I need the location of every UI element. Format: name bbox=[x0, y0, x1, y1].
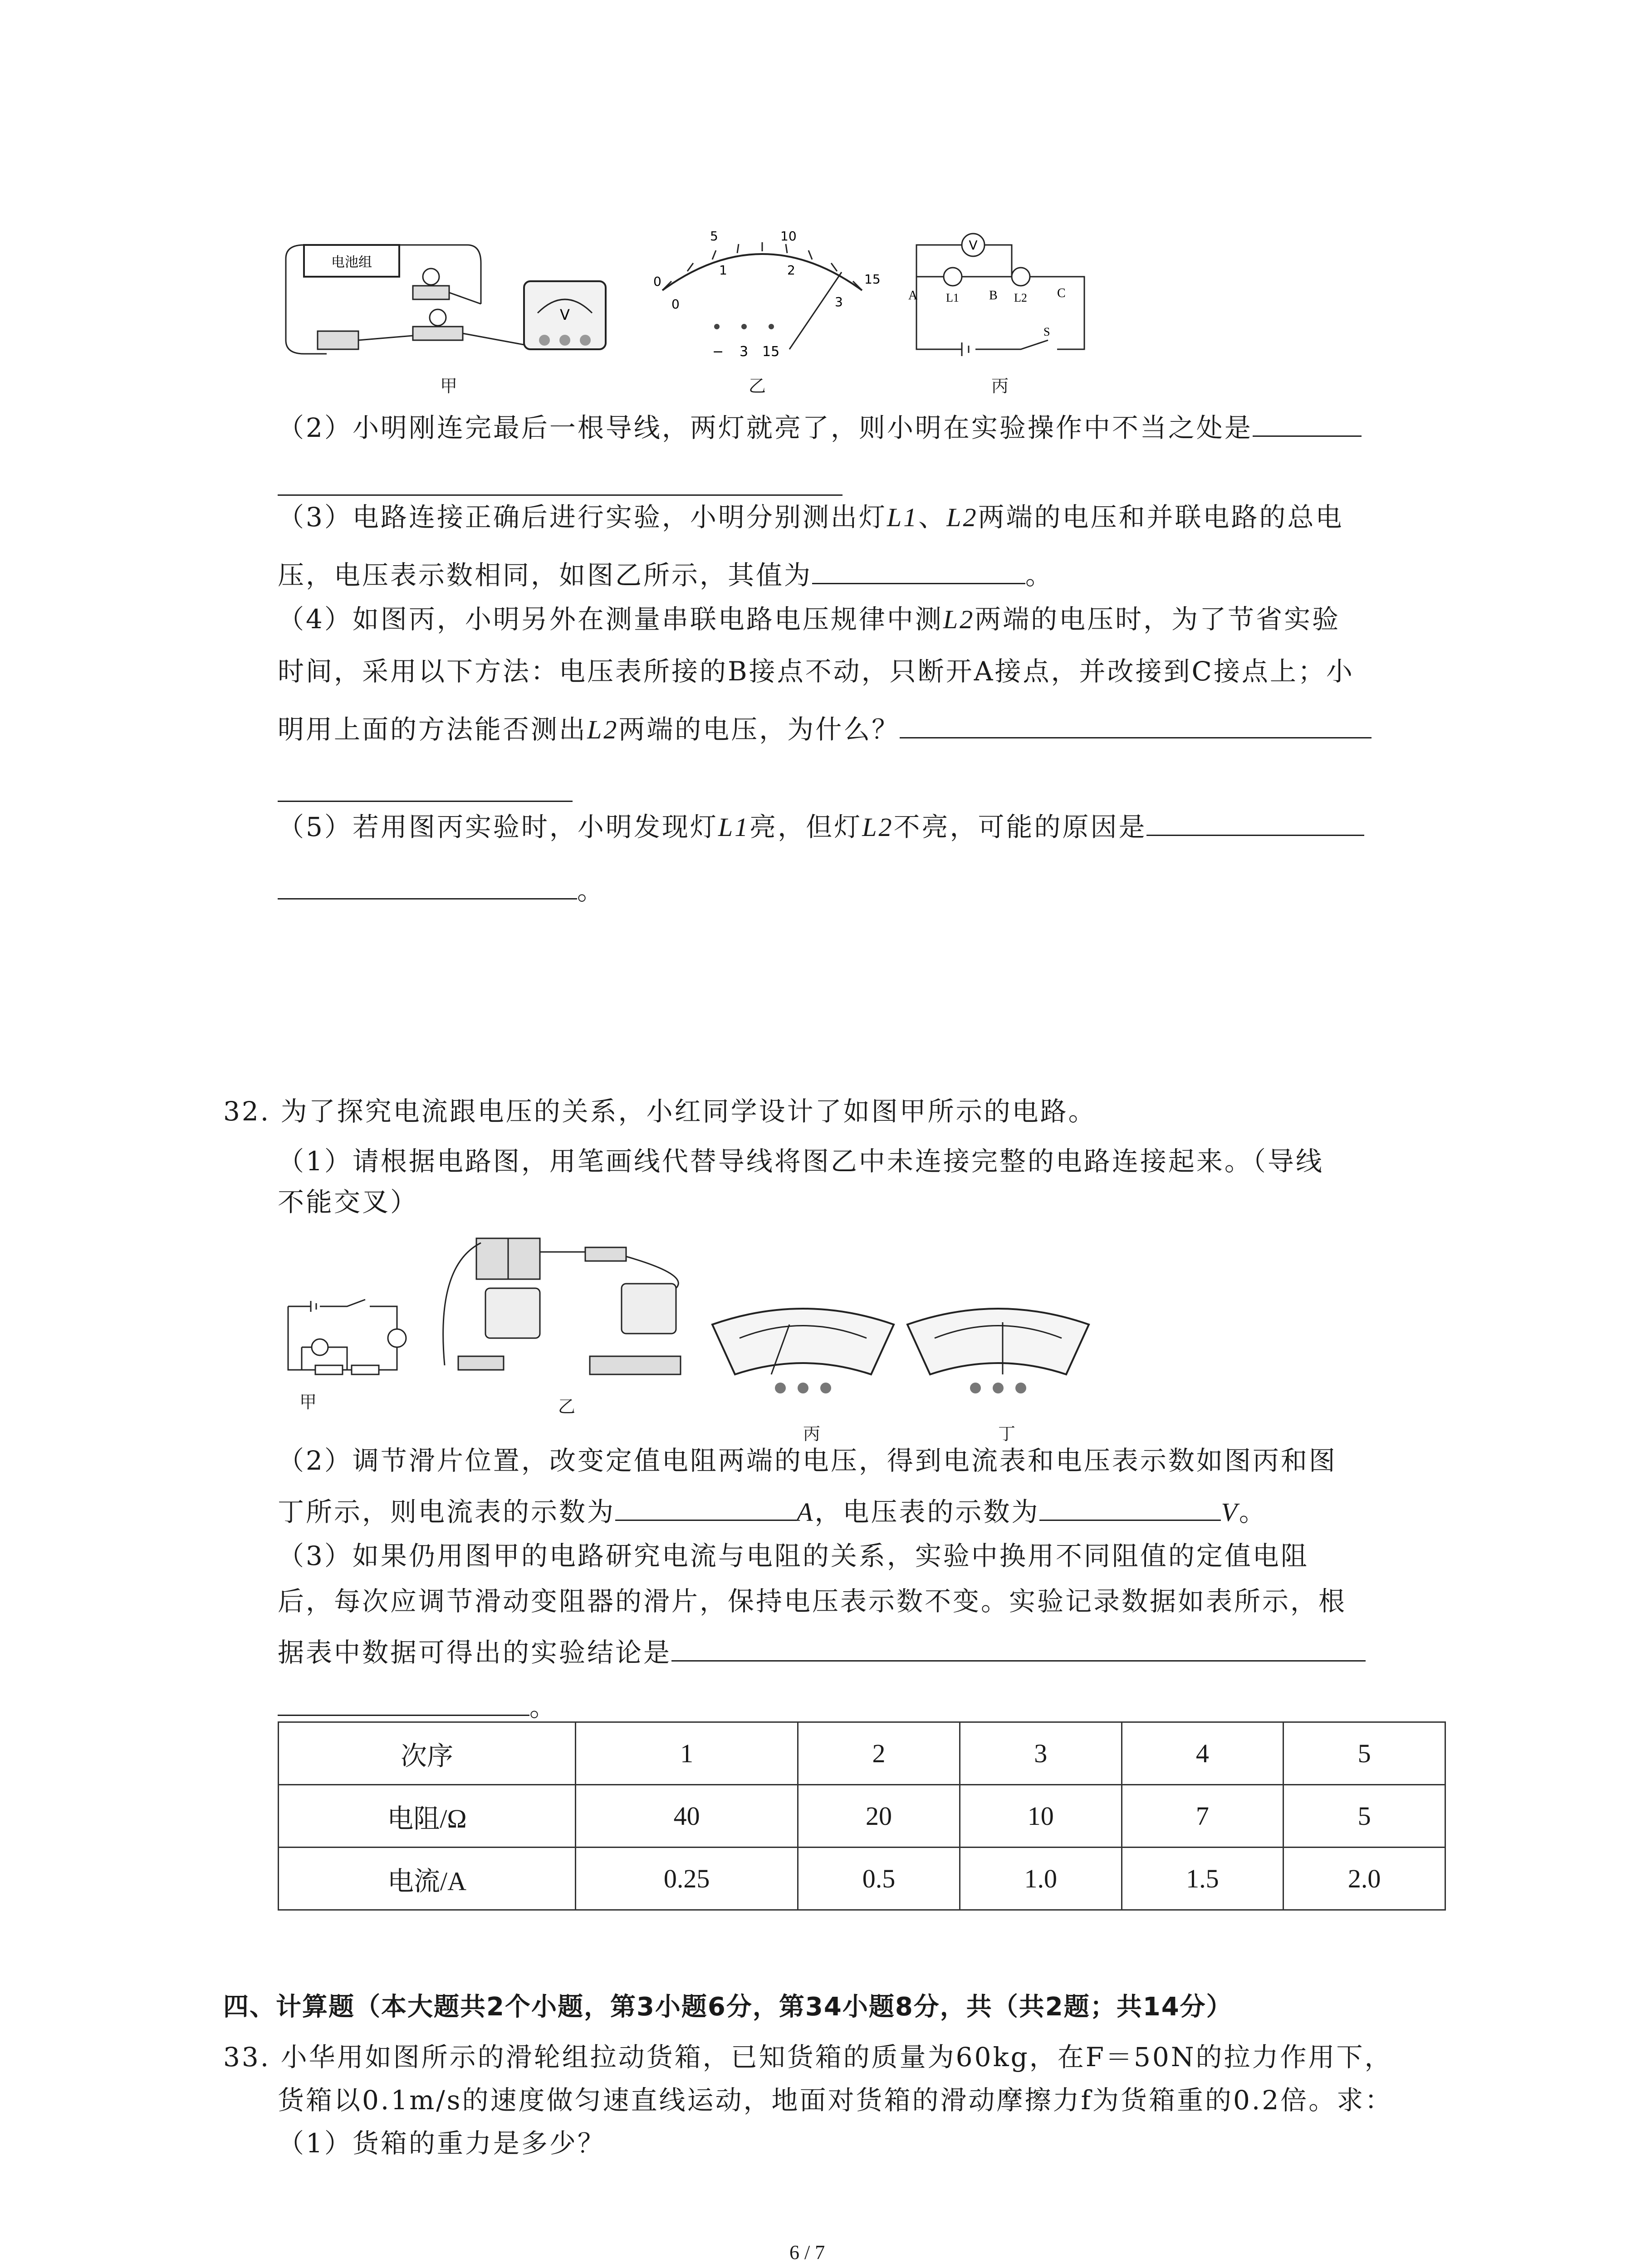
section-4-heading: 四、计算题（本大题共2个小题，第3小题6分，第34小题8分，共（共2题；共14分） bbox=[223, 1992, 1233, 2022]
q33-line3: （1）货箱的重力是多少？ bbox=[278, 2128, 606, 2159]
page-number: 6 / 7 bbox=[789, 2241, 825, 2263]
q31-p4-blank-cont[interactable] bbox=[278, 801, 573, 802]
q32-conclusion-blank-cont[interactable] bbox=[278, 1687, 529, 1716]
symbol-l2: L2 bbox=[946, 503, 978, 532]
q32-p3-line2: 后，每次应调节滑动变阻器的滑片，保持电压表示数不变。实验记录数据如表所示，根 bbox=[278, 1586, 1347, 1617]
q31-p2-blank-cont[interactable] bbox=[278, 494, 843, 496]
q31-p5-blank[interactable] bbox=[1146, 807, 1364, 836]
q31-p4-line2: 时间，采用以下方法：电压表所接的B接点不动，只断开A接点，并改接到C接点上；小 bbox=[278, 656, 1354, 687]
circuit-l1-label: L1 bbox=[946, 291, 959, 304]
table-row: 电流/A 0.25 0.5 1.0 1.5 2.0 bbox=[279, 1848, 1445, 1910]
figure-bing-series-circuit bbox=[903, 222, 1098, 372]
figure-bing-label: 丙 bbox=[991, 376, 1009, 396]
tick-top-15: 15 bbox=[864, 272, 881, 287]
tick-top-5: 5 bbox=[710, 229, 718, 244]
row-header-current: 电流/A bbox=[279, 1848, 576, 1910]
q32-stem: 32. 为了探究电流跟电压的关系，小红同学设计了如图甲所示的电路。 bbox=[223, 1096, 1097, 1127]
table-row: 电阻/Ω 40 20 10 7 5 bbox=[279, 1785, 1445, 1848]
terminal-minus: − bbox=[712, 344, 724, 360]
q31-p3-blank[interactable] bbox=[812, 556, 1025, 584]
q32-data-table bbox=[278, 1721, 1446, 1911]
q33-line2: 货箱以0.1m/s的速度做匀速直线运动，地面对货箱的滑动摩擦力f为货箱重的0.2倍。求： bbox=[278, 2085, 1393, 2116]
q32-ammeter-blank[interactable] bbox=[615, 1492, 797, 1521]
q32-voltmeter-blank[interactable] bbox=[1039, 1492, 1221, 1521]
circuit-v-label: V bbox=[969, 238, 978, 253]
q31-p5-line2: 。 bbox=[278, 871, 605, 909]
q31-p4-blank[interactable] bbox=[900, 710, 1372, 738]
q32-p3-line1: （3）如果仍用图甲的电路研究电流与电阻的关系，实验中换用不同阻值的定值电阻 bbox=[278, 1540, 1309, 1571]
figure-yi-label: 乙 bbox=[749, 376, 766, 396]
q32-p2-line1: （2）调节滑片位置，改变定值电阻两端的电压，得到电流表和电压表示数如图丙和图 bbox=[278, 1445, 1337, 1476]
q31-p3-line1: （3）电路连接正确后进行实验，小明分别测出灯L1、L2两端的电压和并联电路的总电 bbox=[278, 502, 1344, 533]
q32-conclusion-blank[interactable] bbox=[671, 1633, 1366, 1662]
tick-bottom-0: 0 bbox=[671, 297, 680, 312]
q32-p3-line4: 。 bbox=[278, 1687, 558, 1725]
q31-p5-line1: （5）若用图丙实验时，小明发现灯L1亮，但灯L2不亮，可能的原因是 bbox=[278, 807, 1364, 846]
q32-p1-line2: 不能交叉） bbox=[278, 1187, 419, 1217]
row-header-resistance: 电阻/Ω bbox=[279, 1785, 576, 1848]
q31-p2-text: （2）小明刚连完最后一根导线，两灯就亮了，则小明在实验操作中不当之处是 bbox=[278, 412, 1253, 443]
row-header-order: 次序 bbox=[279, 1722, 576, 1785]
figure-jia-label: 甲 bbox=[440, 376, 458, 396]
q31-p2 bbox=[278, 408, 1362, 446]
circuit-s-label: S bbox=[1043, 325, 1050, 338]
circuit-l2-label: L2 bbox=[1014, 291, 1027, 304]
table-row: 次序 1 2 3 4 5 bbox=[279, 1722, 1445, 1785]
tick-bottom-1: 1 bbox=[719, 263, 727, 278]
battery-label: 电池组 bbox=[331, 254, 372, 270]
q31-p4-line1: （4）如图丙，小明另外在测量串联电路电压规律中测L2两端的电压时，为了节省实验 bbox=[278, 604, 1341, 635]
q32-figure-bing-ammeter bbox=[708, 1297, 898, 1411]
tick-bottom-3: 3 bbox=[835, 294, 843, 309]
figure-yi-voltmeter-dial bbox=[635, 218, 889, 367]
circuit-b-label: B bbox=[989, 288, 998, 303]
q32-fig-yi-label: 乙 bbox=[558, 1397, 576, 1417]
tick-top-10: 10 bbox=[780, 229, 797, 244]
tick-top-0: 0 bbox=[653, 274, 661, 289]
q31-p4-line3: 明用上面的方法能否测出L2两端的电压，为什么？ bbox=[278, 710, 1372, 748]
q32-fig-ding-label: 丁 bbox=[998, 1424, 1016, 1444]
q32-p1-line1: （1）请根据电路图，用笔画线代替导线将图乙中未连接完整的电路连接起来。（导线 bbox=[278, 1146, 1324, 1177]
q31-p3-line2: 压，电压表示数相同，如图乙所示，其值为 。 bbox=[278, 556, 1053, 593]
terminal-3: 3 bbox=[740, 344, 749, 360]
q32-figure-jia-schematic bbox=[279, 1297, 415, 1383]
svg-text:V: V bbox=[560, 306, 570, 323]
q32-p3-line3: 据表中数据可得出的实验结论是 bbox=[278, 1633, 1366, 1671]
q31-p2-blank[interactable] bbox=[1253, 408, 1362, 437]
terminal-15: 15 bbox=[762, 344, 780, 360]
circuit-a-label: A bbox=[908, 288, 918, 303]
tick-bottom-2: 2 bbox=[787, 263, 795, 278]
q32-fig-jia-label: 甲 bbox=[299, 1392, 317, 1412]
q31-p5-blank-cont[interactable] bbox=[278, 871, 577, 899]
q32-p2-line2: 丁所示，则电流表的示数为 A，电压表的示数为 V。 bbox=[278, 1492, 1267, 1530]
q32-fig-bing-label: 丙 bbox=[803, 1424, 821, 1444]
circuit-c-label: C bbox=[1057, 286, 1066, 300]
figure-jia-circuit-photo bbox=[277, 218, 631, 367]
q32-figure-ding-voltmeter bbox=[903, 1297, 1093, 1411]
symbol-l1: L1 bbox=[887, 503, 919, 532]
q32-figure-yi-apparatus bbox=[436, 1220, 708, 1393]
q33-line1: 33. 小华用如图所示的滑轮组拉动货箱，已知货箱的质量为60kg，在F＝50N的拉力作用下， bbox=[223, 2042, 1393, 2072]
